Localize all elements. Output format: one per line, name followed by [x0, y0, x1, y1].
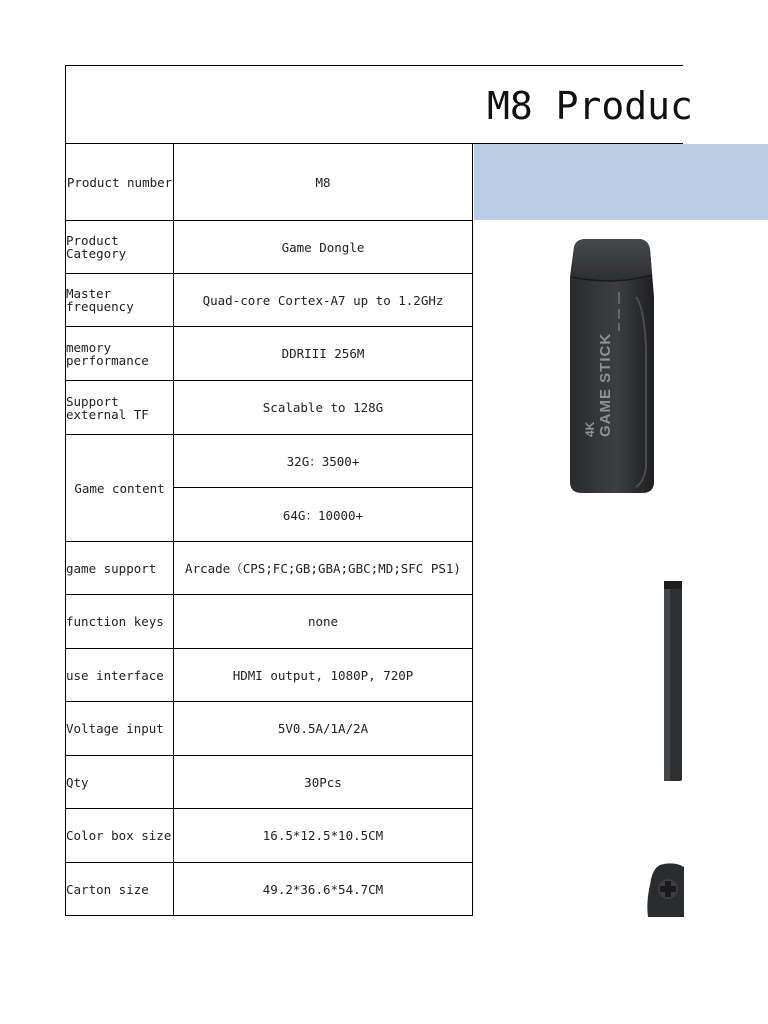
spec-value: Game Dongle	[174, 221, 473, 274]
spec-value: 49.2*36.6*54.7CM	[174, 863, 473, 916]
spec-label: Product number	[66, 144, 174, 221]
table-row	[66, 381, 473, 435]
gamepad-image	[646, 861, 686, 917]
spec-label: game support	[66, 542, 174, 595]
product-image-area	[474, 221, 684, 916]
table-row	[66, 274, 473, 327]
spec-value: 5V0.5A/1A/2A	[174, 702, 473, 756]
spec-value: 30Pcs	[174, 756, 473, 809]
spec-value: 64G：10000+	[174, 488, 473, 542]
device-brand-text: GAME STICK	[597, 332, 614, 437]
table-row	[66, 809, 473, 863]
table-row	[66, 221, 473, 274]
device-4k-text: 4K	[583, 421, 597, 437]
spec-value: M8	[174, 144, 473, 221]
table-row	[66, 595, 473, 649]
spec-value: Arcade（CPS;FC;GB;GBA;GBC;MD;SFC PS1)	[174, 542, 473, 595]
table-row	[66, 756, 473, 809]
spec-value: 32G：3500+	[174, 435, 473, 488]
spec-value: Scalable to 128G	[174, 381, 473, 435]
table-row	[66, 435, 473, 488]
spec-label: Color box size	[66, 809, 174, 863]
spec-label: Support external TF	[66, 381, 174, 435]
spec-label: Game content	[66, 435, 174, 542]
table-row	[66, 702, 473, 756]
header-fill-cell	[474, 144, 768, 220]
game-stick-dongle-image	[566, 237, 658, 495]
sheet-title: M8 Produc	[487, 84, 693, 128]
spec-value: 16.5*12.5*10.5CM	[174, 809, 473, 863]
spec-value: HDMI output, 1080P, 720P	[174, 649, 473, 702]
spec-label: use interface	[66, 649, 174, 702]
table-row	[66, 649, 473, 702]
dongle-side-view-image	[660, 579, 684, 783]
title-row	[65, 65, 693, 144]
spec-value: none	[174, 595, 473, 649]
spec-label: Master frequency	[66, 274, 174, 327]
table-row	[66, 327, 473, 381]
spec-value: Quad-core Cortex-A7 up to 1.2GHz	[174, 274, 473, 327]
table-row	[66, 542, 473, 595]
spec-label: function keys	[66, 595, 174, 649]
spec-label: Qty	[66, 756, 174, 809]
spec-label: Voltage input	[66, 702, 174, 756]
table-row	[66, 144, 473, 221]
spec-table	[65, 143, 473, 916]
spec-label: memory performance	[66, 327, 174, 381]
spec-label: Carton size	[66, 863, 174, 916]
spec-label: Product Category	[66, 221, 174, 274]
spec-value: DDRIII 256M	[174, 327, 473, 381]
table-row	[66, 863, 473, 916]
